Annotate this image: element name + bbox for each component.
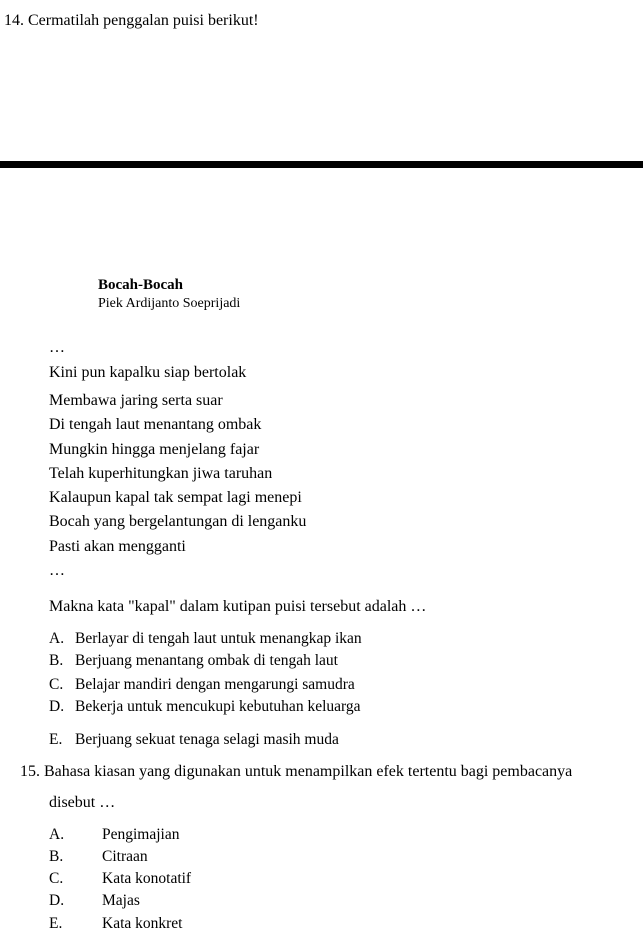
q15-option-e[interactable] bbox=[49, 916, 182, 932]
q14-option-b[interactable] bbox=[49, 653, 338, 669]
q15-option-c[interactable] bbox=[49, 871, 191, 887]
option-text: Belajar mandiri dengan mengarungi samudra bbox=[75, 676, 355, 693]
q14-option-d[interactable] bbox=[49, 699, 361, 715]
option-text: Kata konkret bbox=[102, 915, 183, 932]
option-label: C. bbox=[49, 676, 64, 693]
poem-line: Kalaupun kapal tak sempat lagi menepi bbox=[49, 489, 302, 506]
poem-author: Piek Ardijanto Soeprijadi bbox=[98, 296, 241, 311]
poem-line: Membawa jaring serta suar bbox=[49, 392, 223, 409]
option-label: A. bbox=[49, 826, 65, 843]
poem-line: Di tengah laut menantang ombak bbox=[49, 416, 262, 433]
poem-line: Telah kuperhitungkan jiwa taruhan bbox=[49, 465, 273, 482]
option-label: E. bbox=[49, 731, 63, 748]
option-label: D. bbox=[49, 698, 65, 715]
q15-question-line2: disebut … bbox=[49, 794, 116, 811]
q14-header bbox=[4, 13, 259, 29]
option-text: Pengimajian bbox=[102, 826, 180, 843]
q15-option-b[interactable] bbox=[49, 849, 148, 865]
q14-question: Makna kata "kapal" dalam kutipan puisi tersebut adalah … bbox=[49, 598, 427, 615]
option-text: Citraan bbox=[102, 848, 148, 865]
q15-option-d[interactable] bbox=[49, 893, 140, 909]
option-text: Majas bbox=[102, 892, 140, 909]
q14-option-c[interactable] bbox=[49, 677, 355, 693]
divider-bar bbox=[0, 161, 643, 168]
q15-number: 15. bbox=[20, 763, 40, 780]
q14-number: 14. bbox=[4, 12, 24, 29]
q15-question-line1: Bahasa kiasan yang digunakan untuk menampilkan efek tertentu bagi pembacanya bbox=[44, 763, 573, 780]
option-text: Bekerja untuk mencukupi kebutuhan keluarga bbox=[75, 698, 361, 715]
q15-header bbox=[20, 764, 572, 780]
q14-prompt: Cermatilah penggalan puisi berikut! bbox=[28, 12, 259, 29]
option-text: Berjuang menantang ombak di tengah laut bbox=[75, 652, 338, 669]
poem-ellipsis-bottom: … bbox=[49, 562, 65, 579]
option-text: Kata konotatif bbox=[102, 870, 192, 887]
option-label: A. bbox=[49, 630, 65, 647]
option-text: Berlayar di tengah laut untuk menangkap ikan bbox=[75, 630, 362, 647]
poem-line: Kini pun kapalku siap bertolak bbox=[49, 364, 247, 381]
option-label: D. bbox=[49, 892, 65, 909]
option-label: B. bbox=[49, 848, 64, 865]
poem-ellipsis-top: … bbox=[49, 339, 65, 356]
poem-line: Bocah yang bergelantungan di lenganku bbox=[49, 513, 307, 530]
q14-option-a[interactable] bbox=[49, 631, 362, 647]
option-label: E. bbox=[49, 915, 63, 932]
option-label: B. bbox=[49, 652, 64, 669]
poem-title: Bocah-Bocah bbox=[98, 277, 184, 293]
q15-option-a[interactable] bbox=[49, 827, 180, 843]
option-label: C. bbox=[49, 870, 64, 887]
poem-line: Mungkin hingga menjelang fajar bbox=[49, 441, 260, 458]
q14-option-e[interactable] bbox=[49, 732, 339, 748]
option-text: Berjuang sekuat tenaga selagi masih muda bbox=[75, 731, 339, 748]
poem-line: Pasti akan mengganti bbox=[49, 538, 186, 555]
